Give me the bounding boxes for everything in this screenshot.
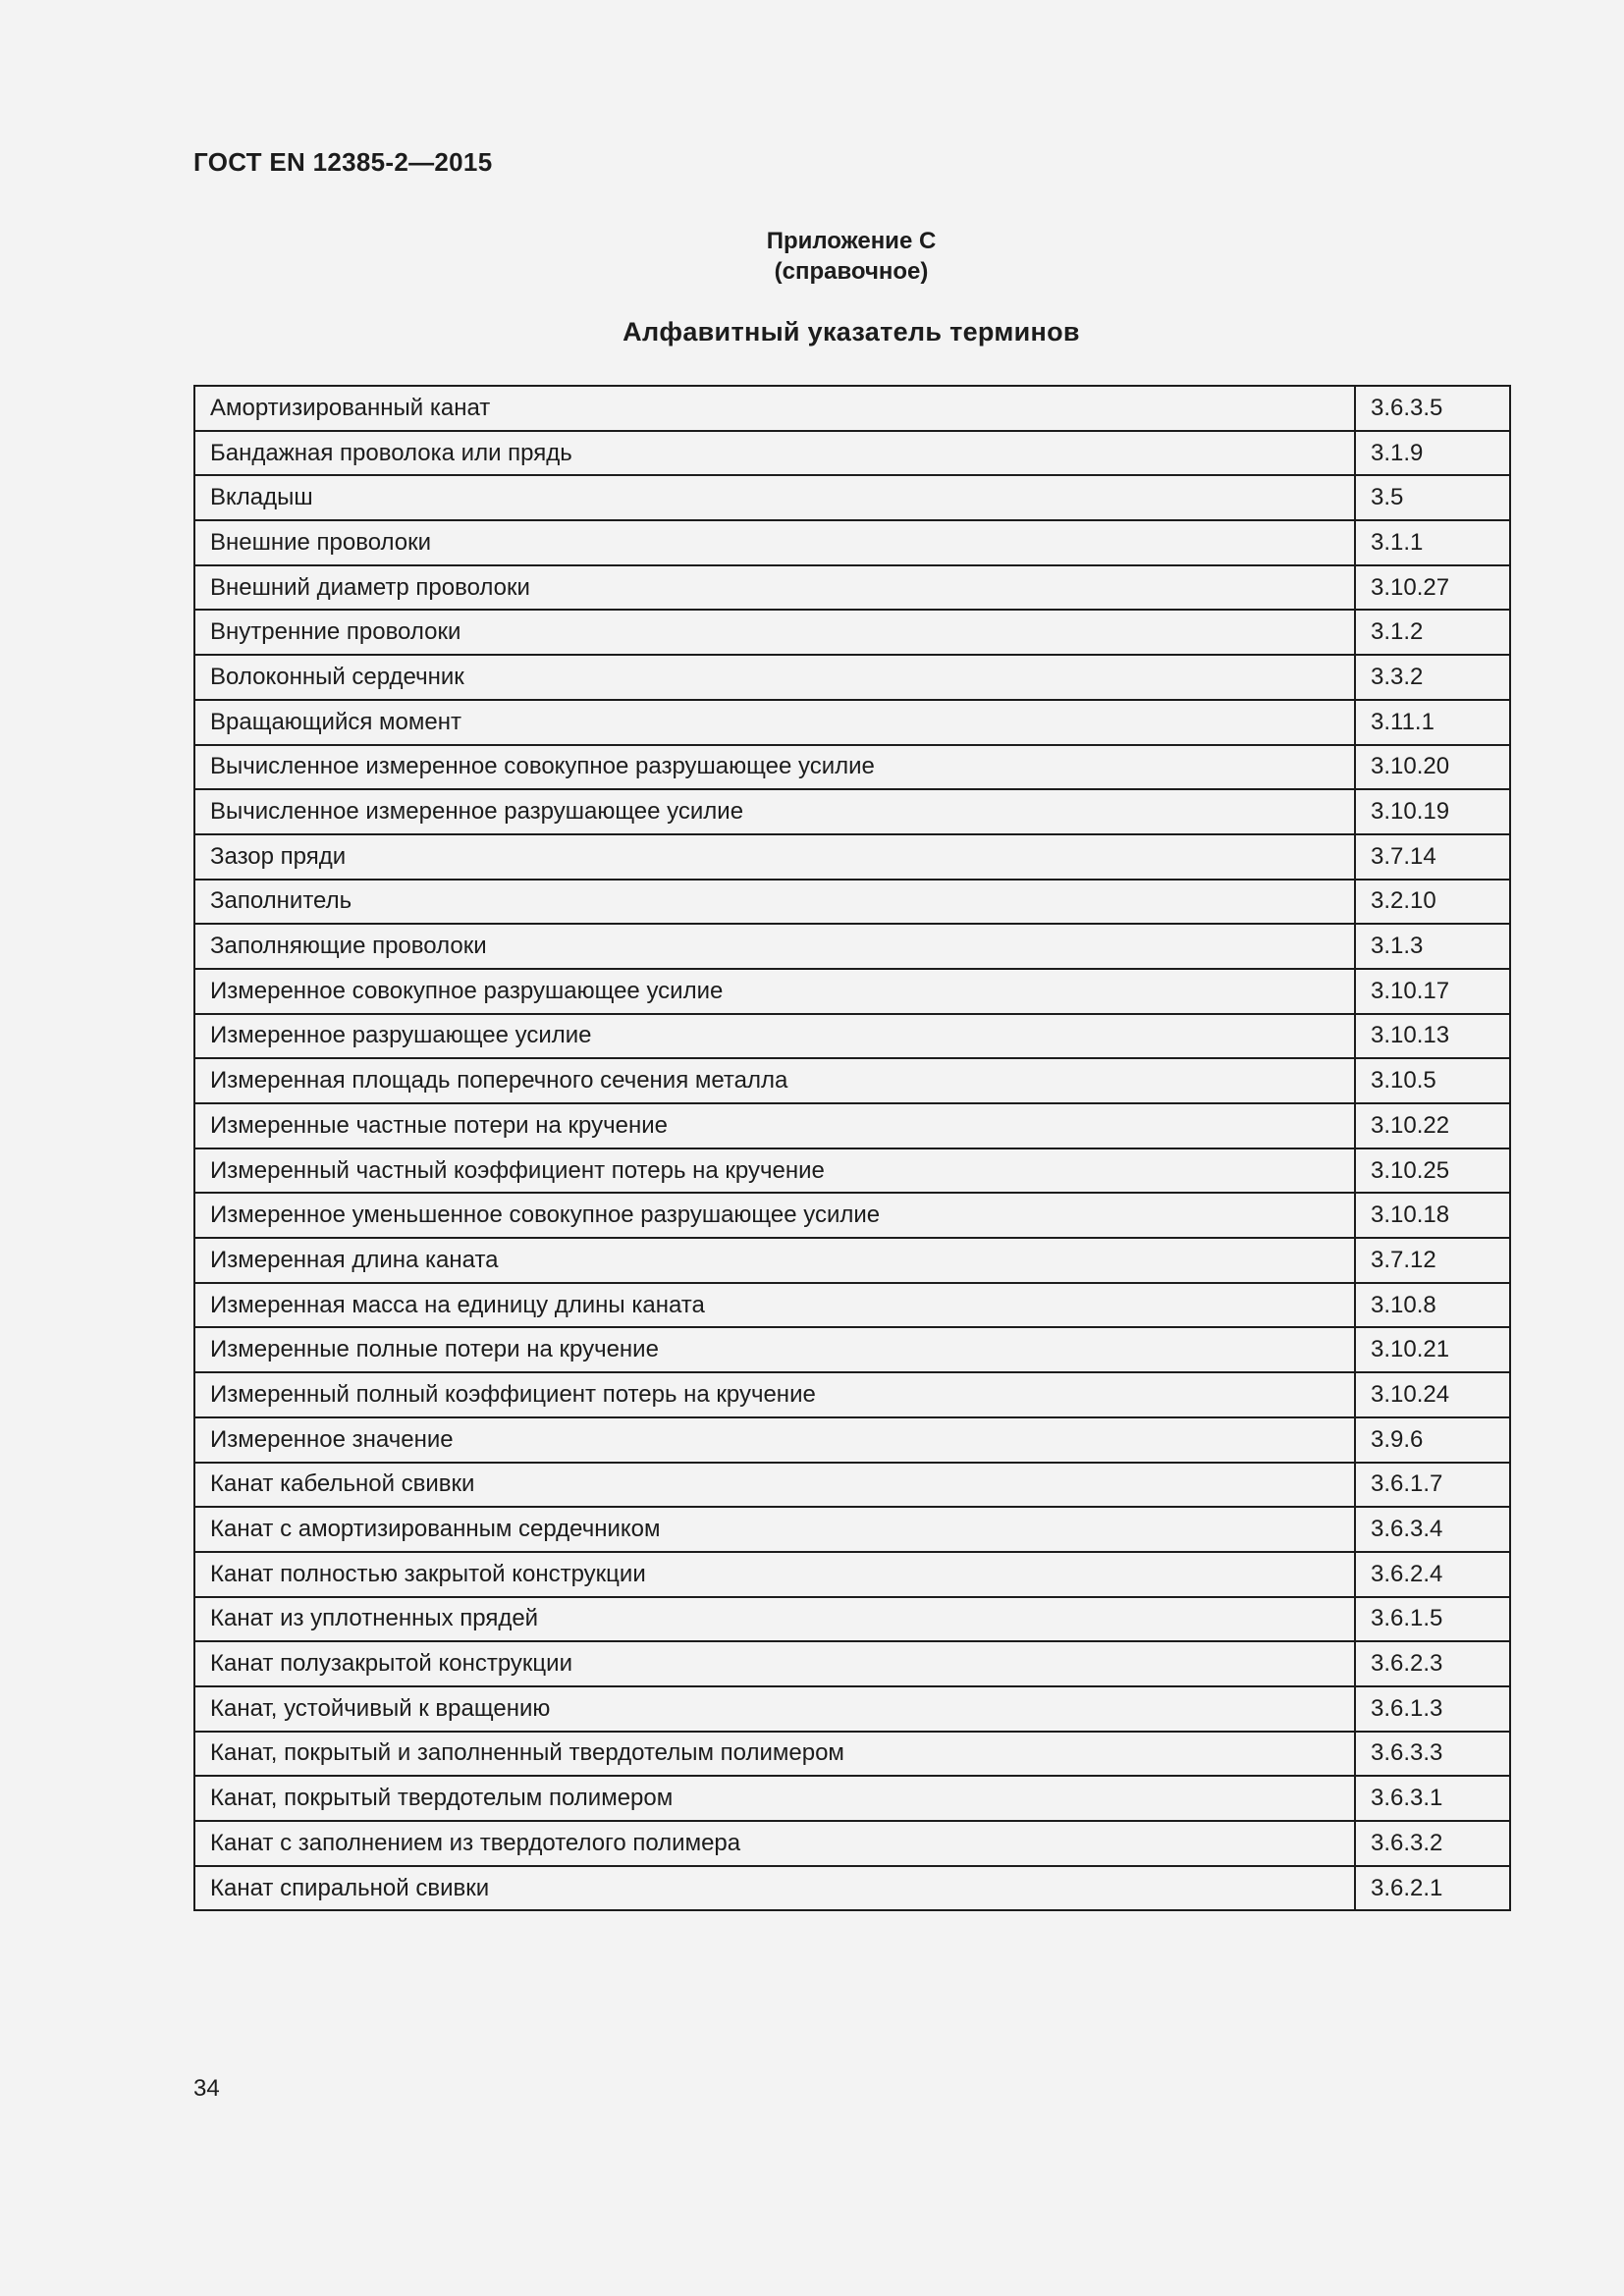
reference-cell: 3.6.2.1 (1355, 1866, 1510, 1911)
table-row (194, 924, 1510, 969)
term-cell: Измеренная длина каната (194, 1238, 1355, 1283)
term-cell: Измеренный полный коэффициент потерь на кручение (194, 1372, 1355, 1417)
table-row (194, 386, 1510, 431)
table-row (194, 1014, 1510, 1059)
term-cell: Измеренное разрушающее усилие (194, 1014, 1355, 1059)
table-row (194, 1193, 1510, 1238)
table-row (194, 565, 1510, 611)
reference-cell: 3.6.1.3 (1355, 1686, 1510, 1732)
table-row (194, 1686, 1510, 1732)
reference-cell: 3.9.6 (1355, 1417, 1510, 1463)
reference-cell: 3.1.9 (1355, 431, 1510, 476)
reference-cell: 3.10.20 (1355, 745, 1510, 790)
table-row (194, 1776, 1510, 1821)
table-row (194, 1866, 1510, 1911)
reference-cell: 3.10.13 (1355, 1014, 1510, 1059)
reference-cell: 3.10.19 (1355, 789, 1510, 834)
term-cell: Измеренные частные потери на кручение (194, 1103, 1355, 1148)
reference-cell: 3.3.2 (1355, 655, 1510, 700)
term-cell: Измеренная масса на единицу длины каната (194, 1283, 1355, 1328)
table-row (194, 1417, 1510, 1463)
term-cell: Измеренный частный коэффициент потерь на кручение (194, 1148, 1355, 1194)
table-row (194, 1238, 1510, 1283)
reference-cell: 3.6.2.3 (1355, 1641, 1510, 1686)
table-row (194, 1597, 1510, 1642)
term-cell: Канат кабельной свивки (194, 1463, 1355, 1508)
table-row (194, 1058, 1510, 1103)
annex-type: (справочное) (774, 258, 929, 285)
terms-index-table (193, 385, 1511, 1911)
reference-cell: 3.7.14 (1355, 834, 1510, 880)
term-cell: Канат, покрытый и заполненный твердотелым полимером (194, 1732, 1355, 1777)
table-row (194, 880, 1510, 925)
reference-cell: 3.6.1.7 (1355, 1463, 1510, 1508)
term-cell: Измеренная площадь поперечного сечения металла (194, 1058, 1355, 1103)
term-cell: Вращающийся момент (194, 700, 1355, 745)
reference-cell: 3.6.3.4 (1355, 1507, 1510, 1552)
term-cell: Измеренное значение (194, 1417, 1355, 1463)
table-row (194, 1732, 1510, 1777)
term-cell: Измеренное совокупное разрушающее усилие (194, 969, 1355, 1014)
table-row (194, 1103, 1510, 1148)
table-row (194, 1148, 1510, 1194)
reference-cell: 3.1.2 (1355, 610, 1510, 655)
term-cell: Заполняющие проволоки (194, 924, 1355, 969)
reference-cell: 3.1.3 (1355, 924, 1510, 969)
reference-cell: 3.1.1 (1355, 520, 1510, 565)
term-cell: Канат полностью закрытой конструкции (194, 1552, 1355, 1597)
table-row (194, 1552, 1510, 1597)
reference-cell: 3.6.1.5 (1355, 1597, 1510, 1642)
document-standard-header: ГОСТ EN 12385-2—2015 (193, 147, 493, 177)
annex-title: Алфавитный указатель терминов (623, 317, 1080, 347)
reference-cell: 3.10.22 (1355, 1103, 1510, 1148)
table-row (194, 1283, 1510, 1328)
reference-cell: 3.10.21 (1355, 1327, 1510, 1372)
page-number: 34 (193, 2075, 220, 2102)
term-cell: Бандажная проволока или прядь (194, 431, 1355, 476)
term-cell: Заполнитель (194, 880, 1355, 925)
term-cell: Канат с заполнением из твердотелого полимера (194, 1821, 1355, 1866)
term-cell: Канат полузакрытой конструкции (194, 1641, 1355, 1686)
reference-cell: 3.10.17 (1355, 969, 1510, 1014)
term-cell: Вычисленное измеренное совокупное разрушающее усилие (194, 745, 1355, 790)
term-cell: Волоконный сердечник (194, 655, 1355, 700)
term-cell: Амортизированный канат (194, 386, 1355, 431)
reference-cell: 3.6.3.5 (1355, 386, 1510, 431)
term-cell: Внутренние проволоки (194, 610, 1355, 655)
reference-cell: 3.10.5 (1355, 1058, 1510, 1103)
reference-cell: 3.6.3.1 (1355, 1776, 1510, 1821)
table-row (194, 655, 1510, 700)
reference-cell: 3.10.8 (1355, 1283, 1510, 1328)
term-cell: Измеренное уменьшенное совокупное разрушающее усилие (194, 1193, 1355, 1238)
table-row (194, 431, 1510, 476)
term-cell: Канат с амортизированным сердечником (194, 1507, 1355, 1552)
terms-index-body (194, 386, 1510, 1910)
term-cell: Внешние проволоки (194, 520, 1355, 565)
reference-cell: 3.2.10 (1355, 880, 1510, 925)
term-cell: Внешний диаметр проволоки (194, 565, 1355, 611)
table-row (194, 475, 1510, 520)
term-cell: Вкладыш (194, 475, 1355, 520)
table-row (194, 610, 1510, 655)
reference-cell: 3.10.27 (1355, 565, 1510, 611)
table-row (194, 1463, 1510, 1508)
reference-cell: 3.6.2.4 (1355, 1552, 1510, 1597)
table-row (194, 1821, 1510, 1866)
term-cell: Канат спиральной свивки (194, 1866, 1355, 1911)
table-row (194, 969, 1510, 1014)
table-row (194, 789, 1510, 834)
term-cell: Канат, покрытый твердотелым полимером (194, 1776, 1355, 1821)
reference-cell: 3.10.25 (1355, 1148, 1510, 1194)
reference-cell: 3.10.18 (1355, 1193, 1510, 1238)
table-row (194, 1327, 1510, 1372)
table-row (194, 1372, 1510, 1417)
table-row (194, 520, 1510, 565)
term-cell: Измеренные полные потери на кручение (194, 1327, 1355, 1372)
term-cell: Канат, устойчивый к вращению (194, 1686, 1355, 1732)
reference-cell: 3.6.3.3 (1355, 1732, 1510, 1777)
reference-cell: 3.11.1 (1355, 700, 1510, 745)
reference-cell: 3.10.24 (1355, 1372, 1510, 1417)
reference-cell: 3.7.12 (1355, 1238, 1510, 1283)
annex-label: Приложение С (766, 228, 937, 254)
term-cell: Вычисленное измеренное разрушающее усилие (194, 789, 1355, 834)
table-row (194, 1507, 1510, 1552)
reference-cell: 3.6.3.2 (1355, 1821, 1510, 1866)
table-row (194, 1641, 1510, 1686)
term-cell: Зазор пряди (194, 834, 1355, 880)
table-row (194, 700, 1510, 745)
table-row (194, 745, 1510, 790)
annex-heading (193, 226, 1509, 287)
reference-cell: 3.5 (1355, 475, 1510, 520)
table-row (194, 834, 1510, 880)
term-cell: Канат из уплотненных прядей (194, 1597, 1355, 1642)
